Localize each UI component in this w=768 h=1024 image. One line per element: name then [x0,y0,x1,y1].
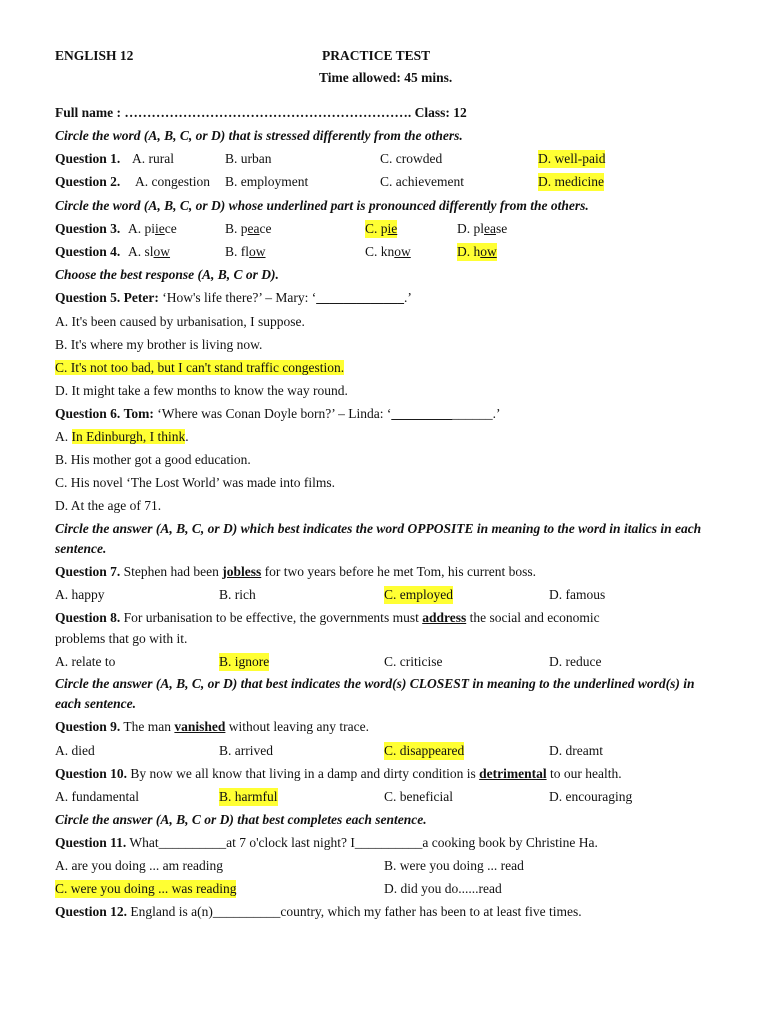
option-d-answer: D. how [457,244,497,259]
option-d: D. It might take a few months to know the way round. [55,383,348,398]
option-c-answer: C. were you doing ... was reading [55,881,237,896]
speaker: Peter: [123,290,159,305]
option-a: A. slow [128,244,171,259]
option-d-answer: D. well-paid [538,151,606,166]
option-c-answer: C. employed [384,587,453,602]
section-instruction: Circle the answer (A, B, C or D) that best completes each sentence. [55,812,427,827]
option-d: D. please [457,221,508,236]
option-d: D. At the age of 71. [55,498,162,513]
speaker: Tom: [123,406,154,421]
time-allowed: Time allowed: 45 mins. [319,70,453,85]
option-b: B. employment [225,174,309,189]
option-a: A. died [55,743,95,758]
option-a-answer: A. In Edinburgh, I think. [55,429,189,444]
question-11-options-ab [55,857,768,875]
option-a: A. congestion [135,174,210,189]
option-a: A. It's been caused by urbanisation, I suppose. [55,314,305,329]
section-instruction: Circle the word (A, B, C, or D) that is stressed differently from the others. [55,128,463,143]
option-c: C. beneficial [384,789,453,804]
question-8: Question 8. For urbanisation to be effective, the governments must address the social and economic [55,610,600,625]
question-6: Question 6. Tom: ‘Where was Conan Doyle born?’ – Linda: ‘_______________.’ [55,406,501,421]
option-c: C. achievement [380,174,464,189]
option-c-answer: C. disappeared [384,743,465,758]
question-10-options [55,788,768,806]
option-d-answer: D. medicine [538,174,604,189]
option-c-answer: C. pie [365,221,398,236]
option-b: B. His mother got a good education. [55,452,251,467]
question-8-line2: problems that go with it. [55,631,188,646]
question-1 [55,150,768,168]
option-c: C. crowded [380,151,443,166]
option-b: B. urban [225,151,272,166]
question-label: Question 6. [55,406,121,421]
question-7: Question 7. Stephen had been jobless for two years before he met Tom, his current boss. [55,564,536,579]
option-b: B. peace [225,221,272,236]
option-a: A. relate to [55,654,116,669]
question-label: Question 1. [55,151,121,166]
option-d: D. did you do......read [384,881,502,896]
name-line: Full name : ………………………………………………………. Class: 12 [55,105,467,120]
option-a: A. happy [55,587,105,602]
option-b: B. It's where my brother is living now. [55,337,263,352]
question-2 [55,173,768,191]
question-11-options-cd [55,880,768,898]
question-3 [55,220,768,238]
section-instruction: Choose the best response (A, B, C or D). [55,267,279,282]
option-b: B. rich [219,587,256,602]
question-label: Question 2. [55,174,121,189]
question-11: Question 11. What__________at 7 o'clock last night? I__________a cooking book by Christine Ha. [55,835,598,850]
option-b: B. were you doing ... read [384,858,524,873]
question-7-options [55,586,768,604]
question-10: Question 10. By now we all know that living in a damp and dirty condition is detrimental to our health. [55,766,622,781]
section-instruction: Circle the answer (A, B, C, or D) which best indicates the word OPPOSITE in meaning to the word in italics in each sentence. [55,521,702,556]
section-instruction: Circle the word (A, B, C, or D) whose underlined part is pronounced differently from the others. [55,198,589,213]
question-label: Question 3. [55,221,121,236]
option-b: B. arrived [219,743,273,758]
question-5: Question 5. Peter: ‘How's life there?’ – Mary: ‘_____________.’ [55,290,412,305]
question-12: Question 12. England is a(n)__________country, which my father has been to at least five times. [55,904,582,919]
option-d: D. encouraging [549,789,633,804]
question-4 [55,243,768,261]
option-d: D. dreamt [549,743,603,758]
option-c: C. His novel ‘The Lost World’ was made into films. [55,475,335,490]
option-a: A. rural [132,151,174,166]
option-b: B. flow [225,244,266,259]
question-8-options [55,653,768,671]
question-label: Question 4. [55,244,121,259]
question-9-options [55,742,768,760]
option-c-answer: C. It's not too bad, but I can't stand traffic congestion. [55,360,345,375]
option-b-answer: B. harmful [219,789,278,804]
question-9: Question 9. The man vanished without leaving any trace. [55,719,369,734]
option-d: D. famous [549,587,606,602]
option-c: C. criticise [384,654,443,669]
option-c: C. know [365,244,411,259]
option-a: A. fundamental [55,789,139,804]
course-title: ENGLISH 12 [55,48,134,63]
option-a: A. piiece [128,221,177,236]
option-a: A. are you doing ... am reading [55,858,223,873]
option-b-answer: B. ignore [219,654,270,669]
page-title: PRACTICE TEST [322,48,431,63]
section-instruction: Circle the answer (A, B, C, or D) that best indicates the word(s) CLOSEST in meaning to the underlined word(s) in each sentence. [55,676,695,711]
option-d: D. reduce [549,654,602,669]
question-label: Question 5. [55,290,121,305]
